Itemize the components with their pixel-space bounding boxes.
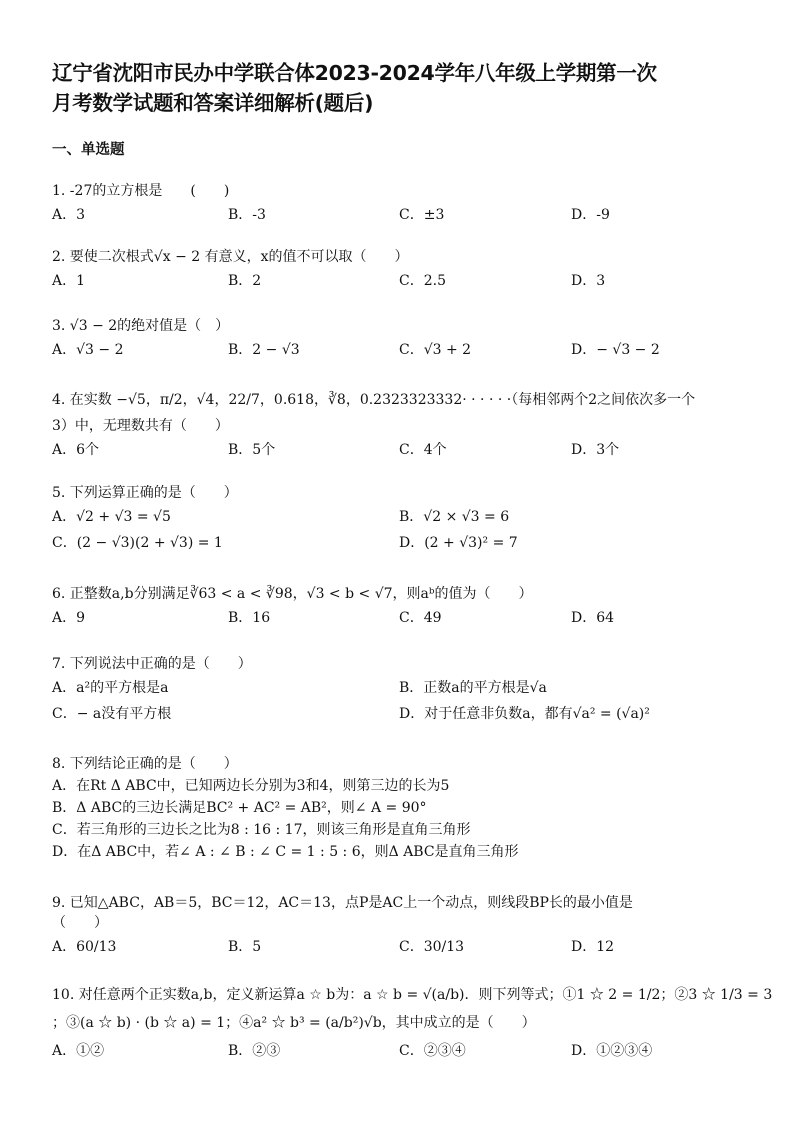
option-c: C．±3	[399, 207, 445, 223]
question-stem: 2. 要使二次根式√x − 2 有意义，x的值不可以取（ ）	[52, 249, 409, 265]
question-10	[52, 985, 773, 1065]
option-b: B．②③	[228, 1043, 281, 1059]
question-stem: 6. 正整数a,b分别满足∛63 < a < ∛98，√3 < b < √7，则aᵇ的值为（ ）	[52, 586, 533, 602]
question-stem: 7. 下列说法中正确的是（ ）	[52, 656, 252, 672]
option-c: C．(2 − √3)(2 + √3) = 1	[52, 535, 223, 551]
option-d: D．(2 + √3)² = 7	[399, 535, 518, 551]
option-d: D．对于任意非负数a，都有√a² = (√a)²	[399, 706, 650, 722]
question-5	[52, 483, 752, 559]
question-stem: 5. 下列运算正确的是（ ）	[52, 485, 238, 501]
question-stem: 10. 对任意两个正实数a,b，定义新运算a ☆ b为：a ☆ b = √(a/b)．则下列等式；①1 ☆ 2 = 1/2；②3 ☆ 1/3 = 3	[52, 987, 773, 1003]
question-stem-continued: ；③(a ☆ b) · (b ☆ a) = 1；④a² ☆ b³ = (a/b²)√b，其中成立的是（ ）	[52, 1015, 536, 1031]
option-d: D．3个	[571, 442, 620, 458]
option-c: C．若三角形的三边长之比为8 : 16 : 17，则该三角形是直角三角形	[52, 822, 471, 838]
option-a: A．√2 + √3 = √5	[52, 509, 171, 525]
question-1	[52, 181, 752, 229]
option-b: B．正数a的平方根是√a	[399, 680, 547, 696]
option-a: A．√3 − 2	[52, 342, 124, 358]
option-a: A．9	[52, 610, 86, 626]
option-b: B．√2 × √3 = 6	[399, 509, 510, 525]
option-a: A．1	[52, 273, 86, 289]
question-4	[52, 390, 752, 464]
option-a: A．60/13	[52, 939, 117, 955]
option-a: A．3	[52, 207, 86, 223]
question-stem: 8. 下列结论正确的是（ ）	[52, 756, 238, 772]
question-8	[52, 753, 752, 863]
option-d: D．12	[571, 939, 615, 955]
title-line-1: 辽宁省沈阳市民办中学联合体2023-2024学年八年级上学期第一次	[52, 61, 657, 85]
option-a: A．6个	[52, 442, 100, 458]
option-b: B．5个	[228, 442, 276, 458]
option-c: C．4个	[399, 442, 447, 458]
question-7	[52, 654, 752, 730]
option-c: C．√3 + 2	[399, 342, 472, 358]
question-stem: 1. -27的立方根是 ( )	[52, 183, 230, 199]
option-c: C．30/13	[399, 939, 465, 955]
question-6	[52, 584, 752, 632]
document-title	[52, 58, 752, 118]
option-d: D．− √3 − 2	[571, 342, 660, 358]
question-stem: 3. √3 − 2的绝对值是（ ）	[52, 318, 230, 334]
option-d: D．在Δ ABC中，若∠ A : ∠ B : ∠ C = 1 : 5 : 6，则Δ ABC是直角三角形	[52, 844, 519, 860]
option-b: B．16	[228, 610, 271, 626]
question-9	[52, 893, 752, 961]
option-c: C．− a没有平方根	[52, 706, 172, 722]
option-a: A．①②	[52, 1043, 105, 1059]
question-stem: 4. 在实数 −√5，π/2，√4，22/7，0.618，∛8，0.2323323332· · · · · ·（每相邻两个2之间依次多一个	[52, 392, 696, 408]
option-c: C．49	[399, 610, 442, 626]
section-heading: 一、单选题	[52, 142, 125, 158]
question-stem: 9. 已知△ABC，AB＝5，BC＝12，AC＝13，点P是AC上一个动点，则线段BP长的最小值是	[52, 895, 633, 911]
option-d: D．①②③④	[571, 1043, 653, 1059]
question-3	[52, 316, 752, 364]
option-d: D．3	[571, 273, 606, 289]
title-line-2: 月考数学试题和答案详细解析(题后)	[52, 91, 374, 115]
question-2	[52, 247, 752, 295]
option-d: D．64	[571, 610, 615, 626]
option-b: B．2 − √3	[228, 342, 300, 358]
question-stem-continued: （ ）	[52, 915, 108, 931]
option-b: B．-3	[228, 207, 266, 223]
option-a: A．在Rt Δ ABC中，已知两边长分别为3和4，则第三边的长为5	[52, 778, 450, 794]
option-d: D．-9	[571, 207, 610, 223]
option-a: A．a²的平方根是a	[52, 680, 169, 696]
option-b: B．Δ ABC的三边长满足BC² + AC² = AB²，则∠ A = 90°	[52, 800, 427, 816]
option-b: B．2	[228, 273, 262, 289]
option-c: C．②③④	[399, 1043, 466, 1059]
option-c: C．2.5	[399, 273, 446, 289]
question-stem-continued: 3）中，无理数共有（ ）	[52, 418, 229, 434]
option-b: B．5	[228, 939, 262, 955]
